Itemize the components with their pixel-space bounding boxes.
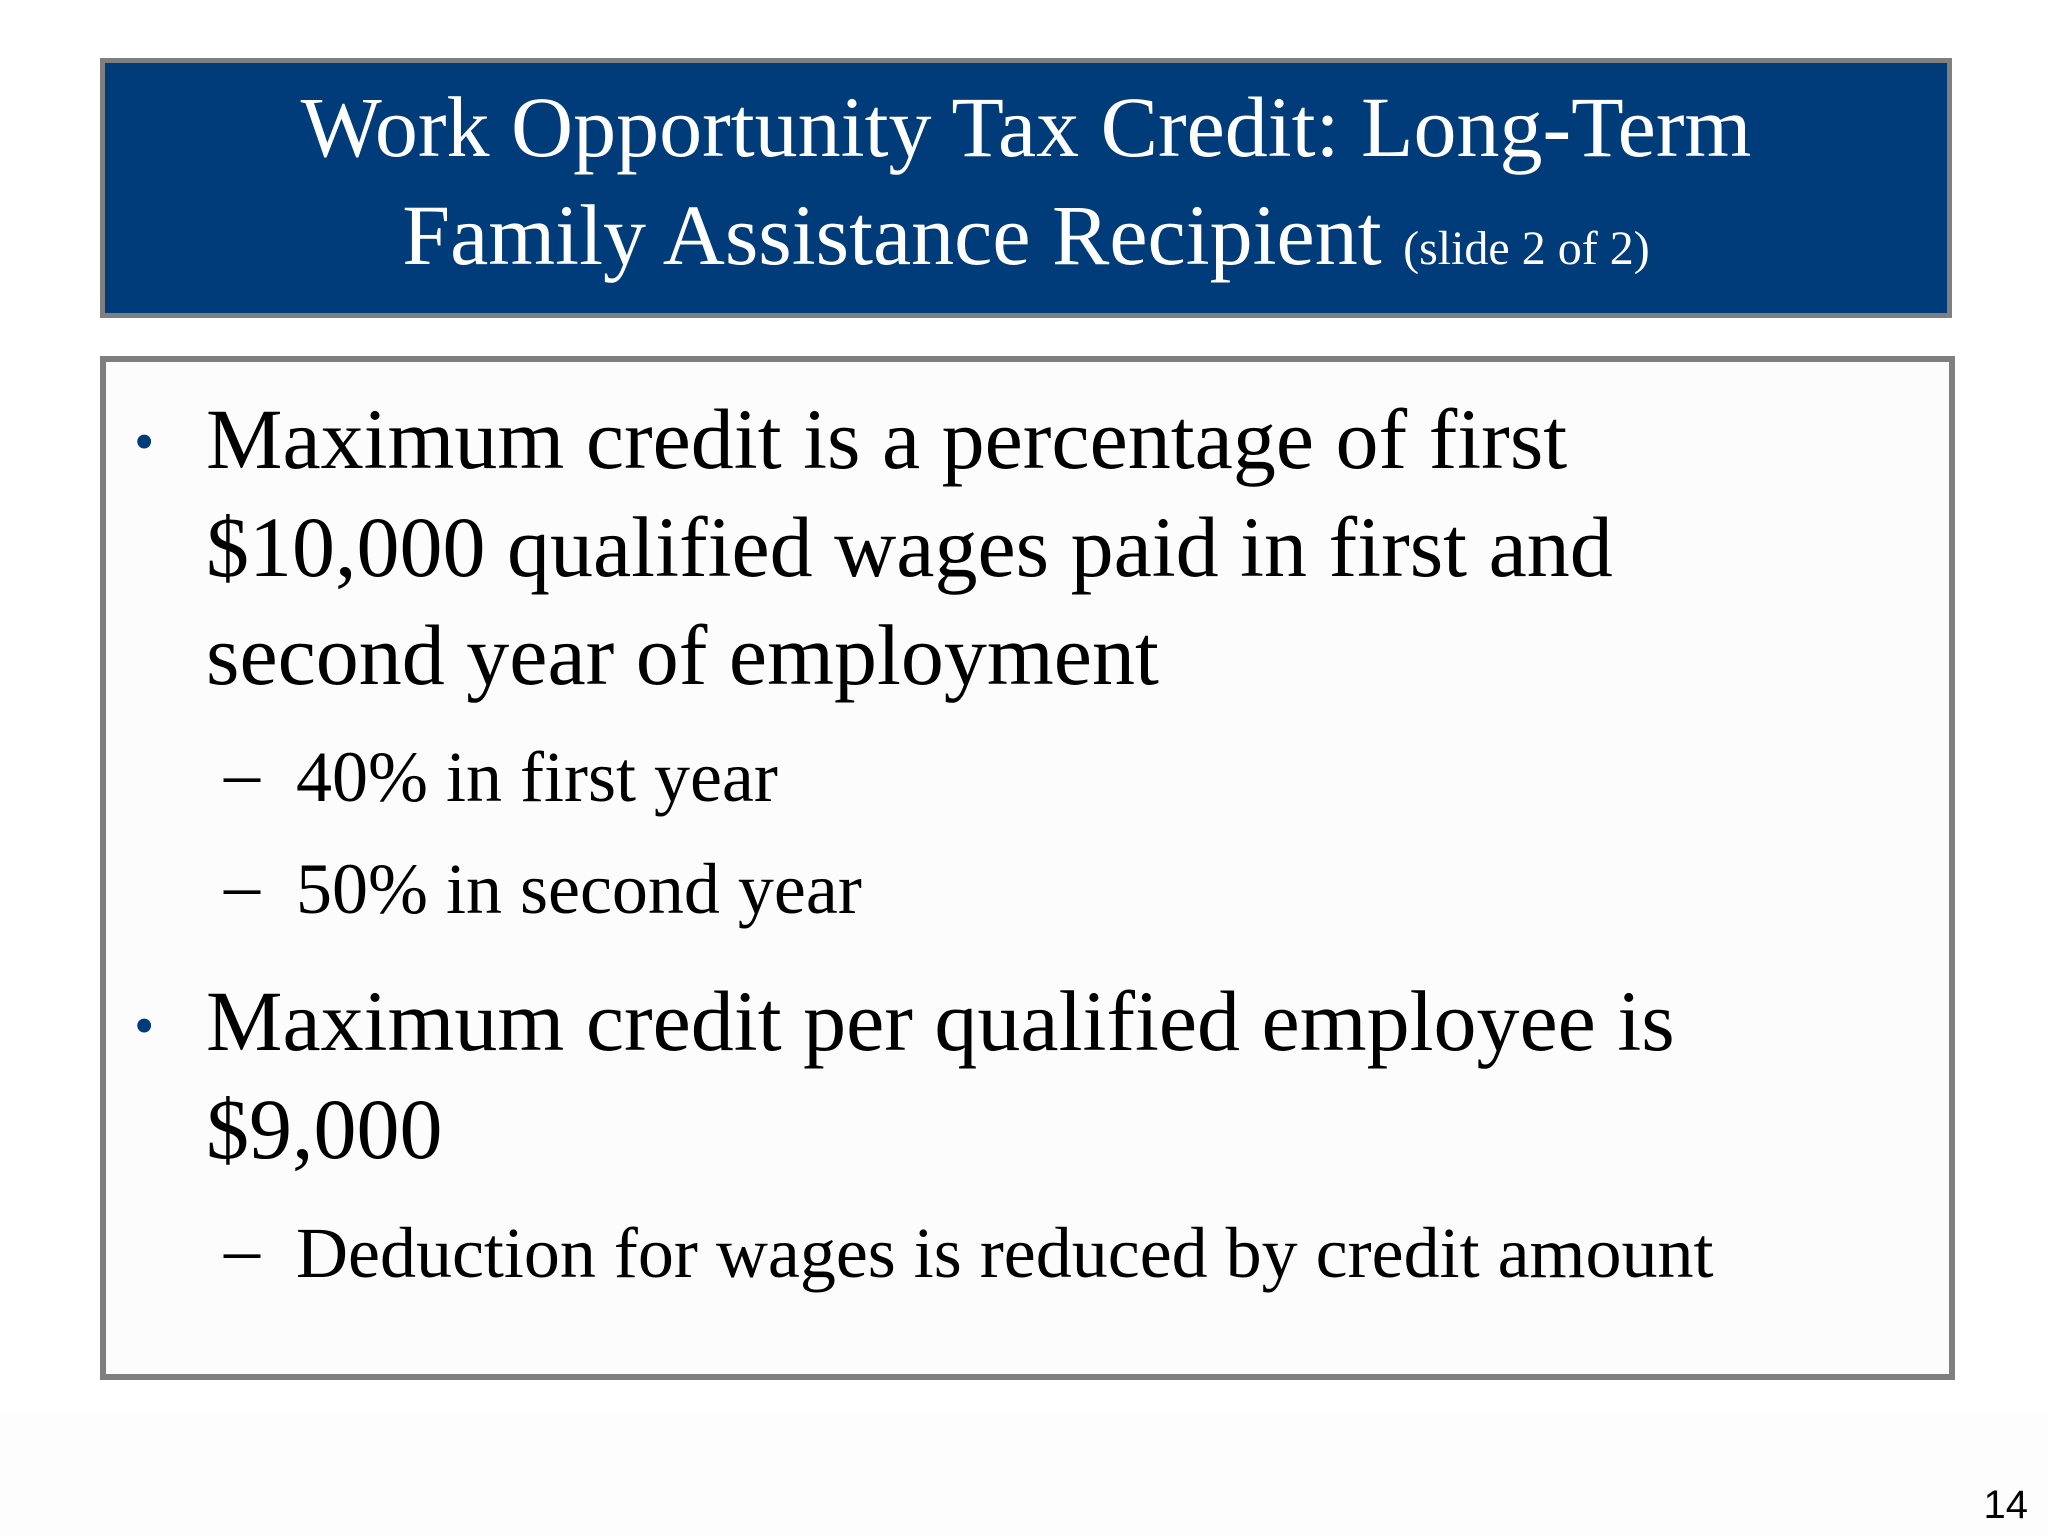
dash-icon: – — [224, 733, 260, 813]
bullet-2-line-1: Maximum credit per qualified employee is — [206, 973, 1675, 1069]
bullet-icon: • — [134, 993, 155, 1058]
slide-title-banner — [100, 58, 1952, 318]
bullet-1-line-2: $10,000 qualified wages paid in first and — [206, 499, 1613, 595]
bullet-2-line-2: $9,000 — [206, 1081, 443, 1177]
slide-title-line-2 — [402, 181, 1649, 303]
slide-title-suffix: (slide 2 of 2) — [1403, 222, 1650, 275]
page-number: 14 — [1983, 1483, 2028, 1527]
bullet-1-line-3: second year of employment — [206, 607, 1159, 703]
sub-item-1-2: 50% in second year — [296, 849, 862, 929]
dash-icon: – — [224, 845, 260, 925]
slide-title-main: Family Assistance Recipient — [402, 187, 1382, 283]
slide-title-line-1: Work Opportunity Tax Credit: Long-Term — [300, 79, 1752, 175]
dash-icon: – — [224, 1209, 260, 1289]
bullet-icon: • — [134, 409, 155, 474]
slide-content-box — [100, 356, 1955, 1380]
slide-footer — [0, 1415, 2048, 1536]
bullet-1-line-1: Maximum credit is a percentage of first — [206, 391, 1568, 487]
sub-item-2-1: Deduction for wages is reduced by credit amount — [296, 1213, 1714, 1293]
sub-item-1-1: 40% in first year — [296, 737, 778, 817]
